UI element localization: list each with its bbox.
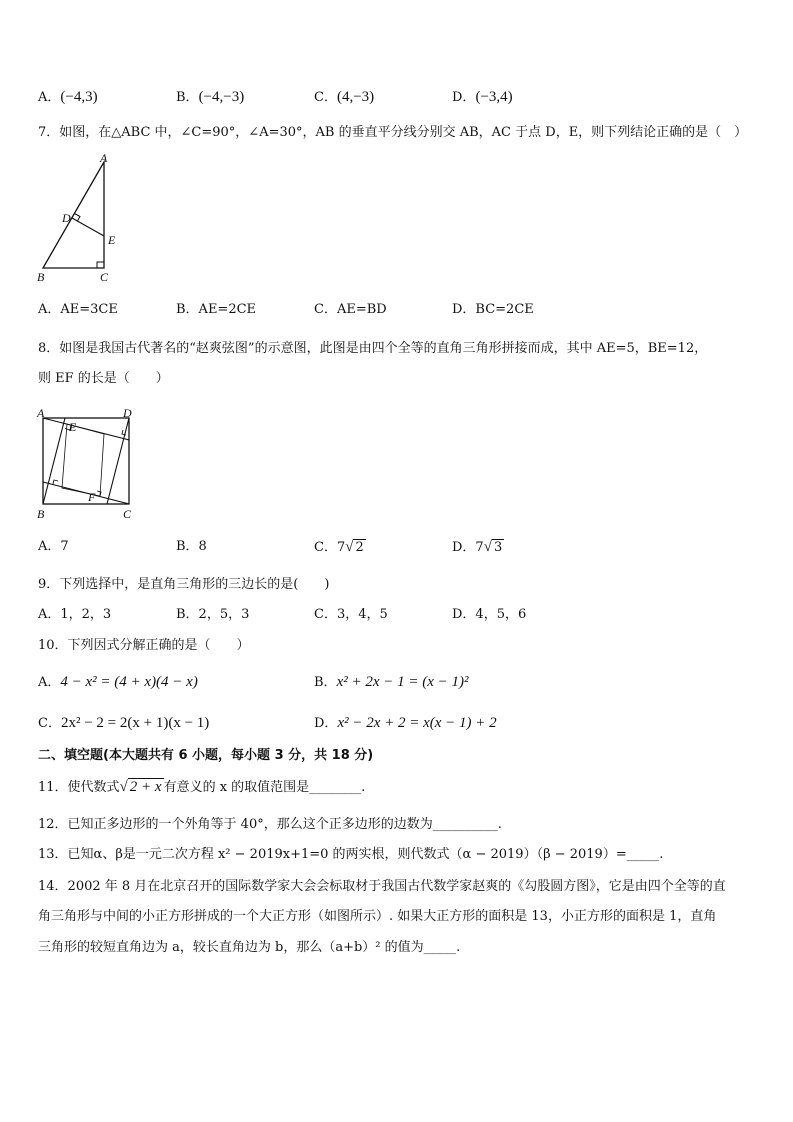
q8-option-d: D．7√ 3 — [452, 539, 503, 555]
q10-option-d-letter: D． — [314, 716, 338, 731]
q10-stem: 10．下列因式分解正确的是（ ） — [38, 638, 250, 653]
q9-option-b: B．2，5，3 — [176, 607, 250, 622]
q10-option-c-value: 2x² − 2 = 2(x + 1)(x − 1) — [60, 715, 210, 731]
q8-stem-line1: 8．如图是我国古代著名的“赵爽弦图”的示意图，此图是由四个全等的直角三角形拼接而成，其中 AE=5，BE=12， — [38, 341, 708, 356]
q13-stem: 13．已知α、β是一元二次方程 x² − 2019x+1=0 的两实根，则代数式（α − 2019）（β − 2019）=_____. — [38, 847, 664, 862]
q7-label-d: D — [62, 211, 71, 225]
q8-option-c-radicand: 2 — [355, 540, 364, 555]
q10-option-d — [314, 714, 497, 733]
q6-option-d-letter: D． — [452, 90, 476, 105]
q10-option-b — [314, 673, 469, 692]
q8-label-e: E — [69, 420, 77, 434]
q8-stem-line2: 则 EF 的长是（ ） — [38, 371, 169, 386]
q6-option-a-letter: A． — [38, 90, 61, 105]
q7-triangle-figure — [30, 150, 130, 285]
q11-stem-prefix: 11．使代数式 — [38, 780, 120, 795]
q6-option-b-value: (−4,−3) — [198, 89, 245, 105]
q6-option-a — [38, 88, 98, 107]
q7-option-d: D．BC=2CE — [452, 302, 534, 317]
q14-stem-line2: 角三角形与中间的小正方形拼成的一个大正方形（如图所示）. 如果大正方形的面积是 13，小正方形的面积是 1，直角 — [38, 909, 717, 924]
q10-option-c — [38, 714, 209, 733]
q6-option-d — [452, 88, 513, 107]
q6-option-c-letter: C． — [314, 90, 337, 105]
q8-label-c: C — [123, 507, 132, 521]
q11-stem: 11．使代数式√ 2 + x 有意义的 x 的取值范围是________. — [38, 779, 366, 795]
q9-option-c: C．3，4，5 — [314, 607, 388, 622]
q11-radicand: 2 + x — [129, 779, 162, 795]
q9-option-d: D．4，5，6 — [452, 607, 527, 622]
q8-option-c: C．7√ 2 — [314, 539, 364, 555]
q10-option-a-value: 4 − x² = (4 + x)(4 − x) — [60, 674, 198, 690]
section-heading-fill-in: 二、填空题(本大题共有 6 小题，每小题 3 分，共 18 分) — [38, 748, 374, 763]
q10-option-b-value: x² + 2x − 1 = (x − 1)² — [336, 674, 469, 690]
q8-option-d-text: D．7 — [452, 540, 484, 555]
q6-option-c-value: (4,−3) — [336, 89, 375, 105]
q11-stem-suffix: 有意义的 x 的取值范围是________. — [163, 780, 366, 795]
q10-option-c-letter: C． — [38, 716, 61, 731]
q6-option-c — [314, 88, 374, 107]
q12-stem: 12．已知正多边形的一个外角等于 40°，那么这个正多边形的边数为__________. — [38, 817, 502, 832]
q10-option-b-letter: B． — [314, 675, 337, 690]
q7-label-b: B — [37, 270, 45, 284]
q6-option-a-value: (−4,3) — [60, 89, 98, 105]
q8-option-d-radicand: 3 — [493, 540, 503, 555]
q14-stem-line3: 三角形的较短直角边为 a，较长直角边为 b，那么（a+b）² 的值为_____. — [38, 940, 461, 955]
q6-option-b-letter: B． — [176, 90, 199, 105]
q14-stem-line1: 14．2002 年 8 月在北京召开的国际数学家大会会标取材于我国古代数学家赵爽的《勾股圆方图》，它是由四个全等的直 — [38, 879, 726, 894]
q10-option-d-value: x² − 2x + 2 = x(x − 1) + 2 — [337, 715, 497, 731]
q7-option-a: A．AE=3CE — [38, 302, 118, 317]
q8-option-b: B．8 — [176, 539, 207, 554]
q9-option-a: A．1，2，3 — [38, 607, 112, 622]
q8-label-b: B — [37, 507, 45, 521]
q7-label-c: C — [100, 270, 109, 284]
q8-zhaoshuang-figure — [34, 404, 140, 522]
q9-stem: 9．下列选择中，是直角三角形的三边长的是( ) — [38, 577, 330, 592]
q6-option-d-value: (−3,4) — [475, 89, 513, 105]
q7-option-b: B．AE=2CE — [176, 302, 257, 317]
q8-label-f: F — [88, 490, 96, 504]
q6-option-b — [176, 88, 244, 107]
q10-option-a-letter: A． — [38, 675, 61, 690]
q7-option-c: C．AE=BD — [314, 302, 387, 317]
q10-option-a — [38, 673, 198, 692]
q8-label-a: A — [37, 406, 45, 420]
q7-stem: 7．如图，在△ABC 中，∠C=90°，∠A=30°，AB 的垂直平分线分别交 AB，AC 于点 D，E，则下列结论正确的是（ ） — [38, 125, 748, 140]
q8-label-d: D — [123, 406, 132, 420]
q7-label-a: A — [100, 151, 108, 165]
q8-option-a: A．7 — [38, 539, 69, 554]
q8-option-c-text: C．7 — [314, 540, 346, 555]
q7-label-e: E — [108, 233, 116, 247]
